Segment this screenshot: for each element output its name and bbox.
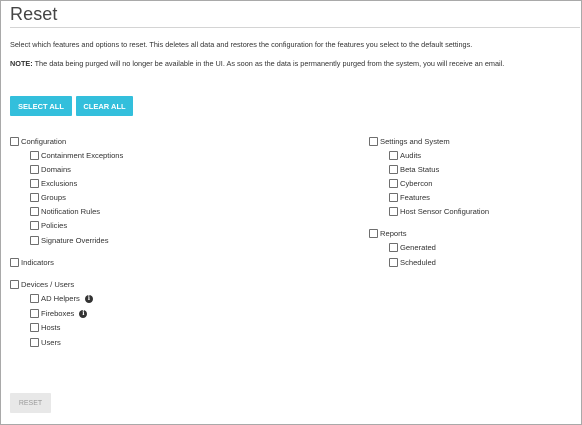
checkbox-box[interactable] xyxy=(389,193,398,202)
checkbox-box[interactable] xyxy=(389,207,398,216)
checkbox-label: Fireboxes xyxy=(41,309,75,318)
checkbox-label: Groups xyxy=(41,193,66,202)
checkbox-cybercon[interactable] xyxy=(389,179,433,188)
checkbox-host-sensor-configuration[interactable] xyxy=(389,207,489,216)
checkbox-configuration[interactable] xyxy=(10,137,66,146)
checkbox-label: Devices / Users xyxy=(21,280,75,289)
checkbox-settings-and-system[interactable] xyxy=(369,137,450,146)
checkbox-box[interactable] xyxy=(30,309,39,318)
checkbox-box[interactable] xyxy=(369,229,378,238)
checkbox-label: Cybercon xyxy=(400,179,433,188)
checkbox-label: Signature Overrides xyxy=(41,236,109,245)
checkbox-box[interactable] xyxy=(30,338,39,347)
note-text: The data being purged will no longer be available in the UI. As soon as the data is permanently purged from the system, you will receive an email. xyxy=(32,59,505,68)
checkbox-box[interactable] xyxy=(30,207,39,216)
checkbox-box[interactable] xyxy=(30,165,39,174)
checkbox-label: Policies xyxy=(41,221,68,230)
info-icon[interactable]: i xyxy=(79,310,87,318)
checkbox-label: Containment Exceptions xyxy=(41,151,124,160)
checkbox-box[interactable] xyxy=(10,258,19,267)
checkbox-label: Users xyxy=(41,338,61,347)
checkbox-box[interactable] xyxy=(389,165,398,174)
checkbox-audits[interactable] xyxy=(389,151,421,160)
checkbox-label: Features xyxy=(400,193,430,202)
checkbox-users[interactable] xyxy=(30,338,61,347)
checkbox-containment-exceptions[interactable] xyxy=(30,151,123,160)
reset-button[interactable]: RESET xyxy=(10,393,51,413)
checkbox-label: Exclusions xyxy=(41,179,78,188)
checkbox-box[interactable] xyxy=(30,294,39,303)
checkbox-box[interactable] xyxy=(389,258,398,267)
checkbox-box[interactable] xyxy=(369,137,378,146)
page-description: Select which features and options to reset. This deletes all data and restores the configuration for the features you select to the default settings. xyxy=(10,40,473,49)
checkbox-reports[interactable] xyxy=(369,229,407,238)
checkbox-exclusions[interactable] xyxy=(30,179,77,188)
checkbox-box[interactable] xyxy=(10,280,19,289)
checkbox-fireboxes[interactable] xyxy=(30,309,87,318)
checkbox-label: Reports xyxy=(380,229,407,238)
note-label: NOTE: xyxy=(10,59,33,68)
purge-note xyxy=(10,59,504,68)
checkbox-scheduled[interactable] xyxy=(389,258,436,267)
title-divider xyxy=(10,27,580,28)
checkbox-box[interactable] xyxy=(30,323,39,332)
checkbox-box[interactable] xyxy=(30,221,39,230)
checkbox-label: Domains xyxy=(41,165,71,174)
checkbox-box[interactable] xyxy=(389,179,398,188)
checkbox-label: Audits xyxy=(400,151,422,160)
clear-all-button[interactable]: CLEAR ALL xyxy=(76,96,133,116)
checkbox-hosts[interactable] xyxy=(30,323,60,332)
checkbox-notification-rules[interactable] xyxy=(30,207,100,216)
checkbox-box[interactable] xyxy=(30,151,39,160)
checkbox-label: Host Sensor Configuration xyxy=(400,207,490,216)
checkbox-label: Configuration xyxy=(21,137,67,146)
checkbox-box[interactable] xyxy=(30,179,39,188)
checkbox-domains[interactable] xyxy=(30,165,71,174)
checkbox-box[interactable] xyxy=(10,137,19,146)
checkbox-box[interactable] xyxy=(389,243,398,252)
checkbox-label: Hosts xyxy=(41,323,61,332)
checkbox-label: Notification Rules xyxy=(41,207,101,216)
checkbox-label: Indicators xyxy=(21,258,54,267)
checkbox-groups[interactable] xyxy=(30,193,66,202)
checkbox-signature-overrides[interactable] xyxy=(30,236,109,245)
checkbox-box[interactable] xyxy=(30,236,39,245)
checkbox-indicators[interactable] xyxy=(10,258,54,267)
checkbox-label: Settings and System xyxy=(380,137,450,146)
checkbox-box[interactable] xyxy=(389,151,398,160)
checkbox-generated[interactable] xyxy=(389,243,436,252)
info-icon[interactable]: i xyxy=(85,295,93,303)
checkbox-label: Scheduled xyxy=(400,258,436,267)
checkbox-label: Generated xyxy=(400,243,436,252)
checkbox-policies[interactable] xyxy=(30,221,67,230)
checkbox-label: Beta Status xyxy=(400,165,440,174)
checkbox-ad-helpers[interactable] xyxy=(30,294,93,303)
page-title: Reset xyxy=(10,4,58,24)
checkbox-features[interactable] xyxy=(389,193,430,202)
select-all-button[interactable]: SELECT ALL xyxy=(10,96,72,116)
checkbox-beta-status[interactable] xyxy=(389,165,439,174)
checkbox-label: AD Helpers xyxy=(41,294,80,303)
checkbox-box[interactable] xyxy=(30,193,39,202)
checkbox-devices-users[interactable] xyxy=(10,280,74,289)
